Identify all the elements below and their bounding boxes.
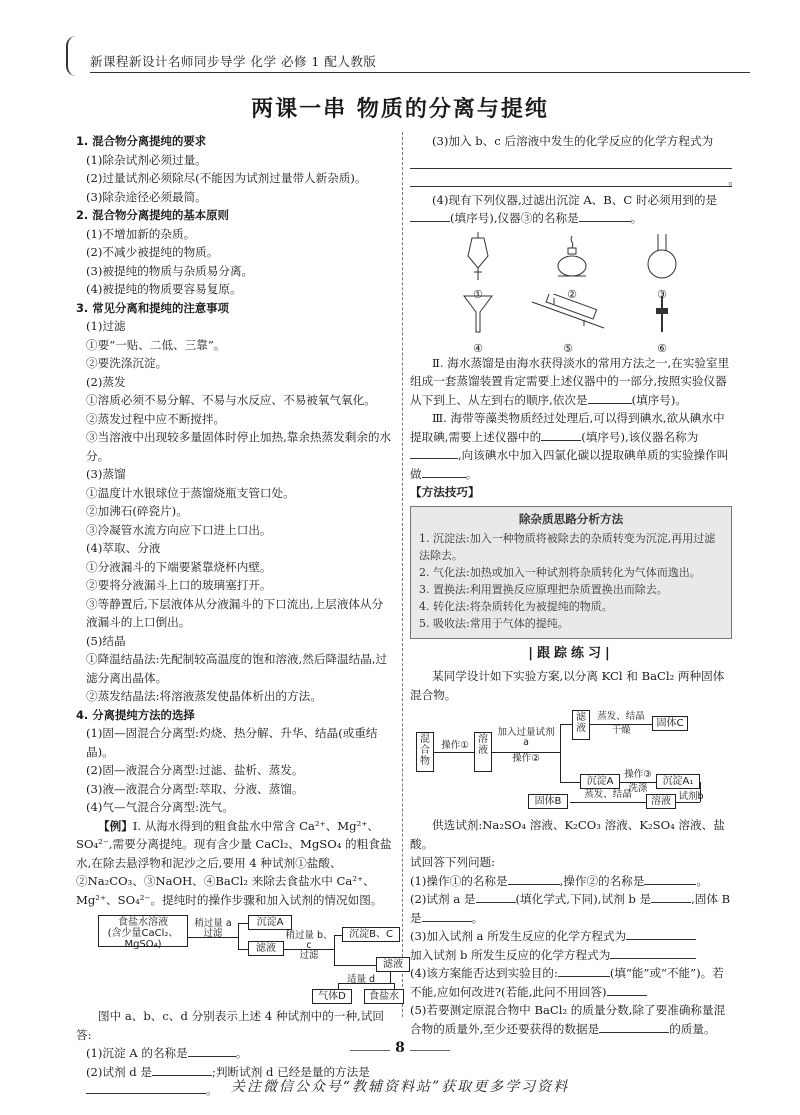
answer-blank[interactable] (410, 447, 458, 459)
list-item: (1)固—固混合分离型:灼烧、热分解、升华、结晶(或重结晶)。 (86, 726, 378, 759)
header-ornament (66, 36, 80, 76)
answer-line[interactable] (410, 151, 732, 169)
list-item: (1)不增加新的杂质。 (86, 226, 196, 241)
flow-arrow (238, 923, 248, 924)
question-text: (5)若要测定原混合物中 BaCl₂ 的质量分数,除了要准确称量混合物的质量外,至少还要获得的数据是 (410, 1003, 726, 1036)
method-item: 1. 沉淀法:加入一种物质将被除去的杂质转变为沉淀,再用过滤法除去。 (419, 531, 716, 562)
answer-blank[interactable] (610, 947, 696, 959)
list-item: (1)除杂试剂必须过量。 (86, 152, 207, 167)
list-item: (3)被提纯的物质与杂质易分离。 (86, 263, 254, 278)
practice-q2 (410, 890, 732, 927)
flow-box-precipA: 沉淀A (248, 915, 292, 930)
flow-branch (390, 971, 391, 983)
answer-blank[interactable] (599, 1021, 669, 1033)
answer-blank[interactable] (508, 873, 560, 885)
question-3: (3)加入 b、c 后溶液中发生的化学反应的化学方程式为 (432, 134, 714, 148)
practice-heading: |跟踪练习| (528, 645, 614, 661)
flow-branch (238, 923, 239, 949)
method-tag: 【方法技巧】 (410, 485, 480, 499)
method-item: 3. 置换法:利用置换反应原理把杂质置换出而除去。 (419, 582, 668, 596)
answer-line[interactable] (410, 169, 740, 187)
question-text: (4)现有下列仪器,过滤出沉淀 A、B、C 时必须用到的是 (432, 192, 718, 207)
flow-box-filtrate2: 滤液 (376, 957, 410, 972)
example-text: Ⅰ. 从海水得到的粗食盐水中常含 Ca²⁺、Mg²⁺、SO₄²⁻,需要分离提纯。现有含少量 CaCl₂、MgSO₄ 的粗食盐水,在除去悬浮物和泥沙之后,要用 4 种试剂①盐酸、②Na₂CO₃、③NaOH、④BaCl₂ 来除去食盐水中 Ca²⁺、Mg²⁺、SO₄²⁻。提纯时的操作步骤和加入试剂的情况如图。 (76, 818, 392, 907)
funnel-icon (448, 294, 508, 359)
question-text: (填序号),仪器③的名称是 (450, 211, 579, 225)
question-text: 。 (235, 1046, 248, 1060)
flow-label: 稍过量 a 过滤 (194, 918, 232, 939)
answer-blank[interactable] (588, 392, 632, 404)
practice-q4 (410, 964, 732, 1001)
flow-box-brine (98, 915, 188, 950)
list-item: ②蒸发过程中应不断搅拌。 (86, 411, 226, 426)
section-heading: 3. 常见分离和提纯的注意事项 (76, 300, 229, 315)
question-text: (填序号)。 (631, 392, 688, 407)
method-item: 5. 吸收法:常用于气体的提纯。 (419, 616, 569, 630)
flow-box-gasD: 气体D (312, 989, 352, 1004)
apparatus-figure (410, 232, 732, 355)
list-item: ②要将分液漏斗上口的玻璃塞打开。 (86, 578, 272, 592)
apparatus-label: ① (473, 288, 483, 301)
flow-arrow (560, 724, 572, 725)
list-item: (4)被提纯的物质要容易复原。 (86, 282, 242, 296)
practice-intro: 某同学设计如下实验方案,以分离 KCl 和 BaCl₂ 两种固体混合物。 (410, 669, 725, 702)
question-text: ,固体 B 是 (410, 892, 731, 925)
question-text: 。 (728, 172, 740, 187)
flow-label: 加入过量试剂 a (497, 727, 555, 748)
flow-box-solution: 溶液 (474, 732, 492, 772)
flow-label: 干燥 (611, 725, 631, 736)
flow-label: 适量 d (346, 974, 376, 985)
list-item: ③等静置后,下层液体从分液漏斗的下口流出,上层液体从分液漏斗的上口倒出。 (86, 596, 384, 629)
question-text: 。 (206, 1083, 218, 1097)
flow-arrow (238, 949, 248, 950)
apparatus-label: ⑥ (657, 342, 667, 355)
question-text: Ⅱ. 海水蒸馏是由海水获得淡水的常用方法之一,在实验室里组成一套蒸馏装置肯定需要上述仪器中的一部分,按照实验仪器从下到上、从左到右的顺序,依次是 (410, 355, 730, 407)
question-text: (2)试剂 d 是 (86, 1064, 152, 1079)
list-item: ②蒸发结晶法:将溶液蒸发使晶体析出的方法。 (86, 689, 322, 703)
condenser-icon (528, 294, 608, 359)
flow-box-precipA: 沉淀A (580, 774, 620, 789)
question-text: ;判断试剂 d 已经是量的方法是 (212, 1064, 370, 1079)
list-item: (2)蒸发 (86, 374, 126, 389)
answer-blank[interactable] (422, 910, 472, 922)
question-text: 加入试剂 b 所发生反应的化学方程式为 (410, 947, 611, 962)
method-title: 除杂质思路分析方法 (518, 511, 624, 526)
question-text: (填化学式,下同),试剂 b 是 (515, 892, 652, 906)
answer-blank[interactable] (410, 210, 450, 222)
list-item: (3)除杂途径必须最简。 (86, 189, 207, 204)
section-heading: 4. 分离提纯方法的选择 (76, 707, 195, 722)
practice-q3 (410, 927, 732, 946)
flow-label: 蒸发、结晶 (584, 789, 632, 800)
list-item: ①分液漏斗的下端要紧靠烧杯内壁。 (86, 559, 272, 574)
method-item: 4. 转化法:将杂质转化为被提纯的物质。 (419, 599, 613, 613)
question-text: (3)加入试剂 a 所发生反应的化学方程式为 (410, 929, 627, 943)
section-heading: 2. 混合物分离提纯的基本原则 (76, 208, 229, 222)
list-item: ②加沸石(碎瓷片)。 (86, 504, 188, 518)
apparatus-label: ③ (657, 288, 667, 301)
list-item: (5)结晶 (86, 633, 126, 648)
apparatus-label: ④ (473, 342, 483, 355)
flow-box-solidB: 固体B (528, 794, 568, 809)
question-text: 。 (471, 910, 484, 925)
flow-label: 操作③ (624, 769, 652, 780)
list-item: ③冷凝管水流方向应下口进上口出。 (86, 522, 272, 537)
question-text: ,向该碘水中加入四氯化碳以提取碘单质的实验操作叫做 (410, 448, 729, 481)
question-text: Ⅲ. 海带等藻类物质经过处理后,可以得到碘水,欲从碘水中提取碘,需要上述仪器中的 (410, 411, 725, 444)
list-item: (2)固—液混合分离型:过滤、盐析、蒸发。 (86, 763, 304, 777)
answer-blank[interactable] (607, 984, 647, 996)
list-item: ①要“一贴、二低、三靠”。 (86, 337, 226, 352)
answer-blank[interactable] (644, 873, 696, 885)
answer-blank[interactable] (558, 965, 610, 977)
list-item: (2)过量试剂必须除尽(不能因为试剂过量带人新杂质)。 (86, 171, 367, 185)
section-heading: 1. 混合物分离提纯的要求 (76, 134, 207, 148)
question-text: (2)试剂 a 是 (410, 892, 476, 906)
question-text: 。 (630, 211, 643, 225)
practice-q5 (410, 1001, 732, 1038)
flow-label: 操作② (512, 753, 540, 764)
flow-arrow (676, 802, 700, 803)
flow-box-precipBC: 沉淀B、C (342, 927, 400, 942)
flow-box-brine-final: 食盐水 (364, 989, 404, 1004)
flow-branch (560, 724, 561, 782)
answer-blank[interactable] (152, 1064, 212, 1076)
list-item: (4)萃取、分液 (86, 541, 161, 555)
flow-arrow (560, 782, 580, 783)
answer-blank[interactable] (476, 891, 516, 903)
flow-label: 蒸发、结晶 (597, 711, 645, 722)
page-header (60, 44, 760, 70)
list-item: ③当溶液中出现较多量固体时停止加热,靠余热蒸发剩余的水分。 (86, 430, 392, 463)
flow-label: 洗涤 (628, 783, 648, 794)
page-title: 两课一串 物质的分离与提纯 (251, 97, 549, 122)
example-question-intro: 图中 a、b、c、d 分别表示上述 4 种试剂中的一种,试回答: (76, 1009, 384, 1042)
flow-branch (334, 935, 335, 965)
list-item: ①温度计水银球位于蒸馏烧瓶支管口处。 (86, 485, 295, 500)
question-text: (4)该方案能否达到实验目的: (410, 966, 558, 980)
list-item: (3)蒸馏 (86, 467, 126, 481)
column-divider (402, 132, 403, 1017)
stopcock-tube-icon (632, 294, 692, 359)
apparatus-label: ⑤ (563, 342, 573, 355)
list-item: ①降温结晶法:先配制较高温度的饱和溶液,然后降温结晶,过滤分离出晶体。 (86, 652, 388, 685)
flow-arrow (334, 935, 342, 936)
page-number-rule (410, 1050, 450, 1051)
list-item: ②要洗涤沉淀。 (86, 356, 168, 370)
flow-arrow (434, 752, 474, 753)
reagents-text: 供选试剂:Na₂SO₄ 溶液、K₂CO₃ 溶液、K₂SO₄ 溶液、盐酸。 (410, 818, 725, 851)
practice-q1 (410, 872, 732, 891)
flow-arrow (570, 802, 646, 803)
part-3 (410, 409, 732, 483)
purification-flowchart (76, 913, 403, 1003)
flow-box-filtrate: 滤液 (248, 941, 284, 956)
method-item: 2. 气化法:加热或加入一种试剂将杂质转化为气体而逸出。 (419, 565, 701, 579)
question-text: 。 (696, 873, 709, 888)
footer-note: 关注微信公众号“教辅资料站”获取更多学习资料 (230, 1079, 570, 1095)
method-box (410, 506, 732, 639)
page-number: 8 (395, 1040, 405, 1056)
list-item: ①溶质必须不易分解、不易与水反应、不易被氧气氧化。 (86, 393, 376, 407)
answer-intro: 试回答下列问题: (410, 855, 496, 869)
example-tag: 【例】 (98, 818, 133, 833)
part-2 (410, 354, 732, 410)
flow-text: 食盐水溶液 (含少量CaCl₂、MgSO₄) (107, 917, 179, 950)
apparatus-label: ② (567, 288, 577, 301)
list-item: (3)液—液混合分离型:萃取、分液、蒸馏。 (86, 781, 304, 796)
question-text: 。 (465, 466, 478, 481)
right-column (410, 132, 740, 1038)
header-rule (90, 72, 750, 73)
question-4 (410, 191, 732, 228)
header-text: 新课程新设计名师同步导学 化学 必修 1 配人教版 (90, 54, 377, 69)
question-text: (填“能”或“不能”)。若不能,应如何改进?(若能,此问不用回答) (410, 966, 724, 999)
separation-flowchart (410, 708, 732, 807)
flow-arrow (338, 983, 394, 984)
flow-box-solution2: 溶液 (646, 794, 676, 809)
answer-blank[interactable] (541, 429, 581, 441)
flow-box-filtrate: 滤液 (572, 710, 590, 740)
question-text: (1)操作①的名称是 (410, 873, 508, 888)
answer-blank[interactable] (651, 891, 691, 903)
question-text: (填序号),该仪器名称为 (581, 429, 699, 444)
flow-box-solidC: 固体C (652, 716, 688, 731)
question-text: (1)沉淀 A 的名称是 (86, 1046, 188, 1060)
example-paragraph (76, 817, 394, 910)
question-text: 的质量。 (669, 1021, 716, 1036)
practice-q3b (410, 946, 732, 965)
flow-box-precipA1: 沉淀A₁ (656, 774, 700, 789)
answer-blank[interactable] (422, 466, 466, 478)
flow-label: 操作① (441, 740, 469, 751)
flow-box-mixture: 混合物 (416, 732, 434, 772)
list-item: (2)不减少被提纯的物质。 (86, 245, 219, 259)
answer-blank[interactable] (626, 928, 696, 940)
flow-label: 试剂b (678, 791, 704, 802)
flow-label: 稍过量 b、c 过滤 (285, 930, 333, 961)
question-text: ,操作②的名称是 (559, 873, 645, 888)
list-item: (1)过滤 (86, 319, 126, 333)
list-item: (4)气—气混合分离型:洗气。 (86, 800, 234, 814)
answer-blank[interactable] (579, 210, 631, 222)
